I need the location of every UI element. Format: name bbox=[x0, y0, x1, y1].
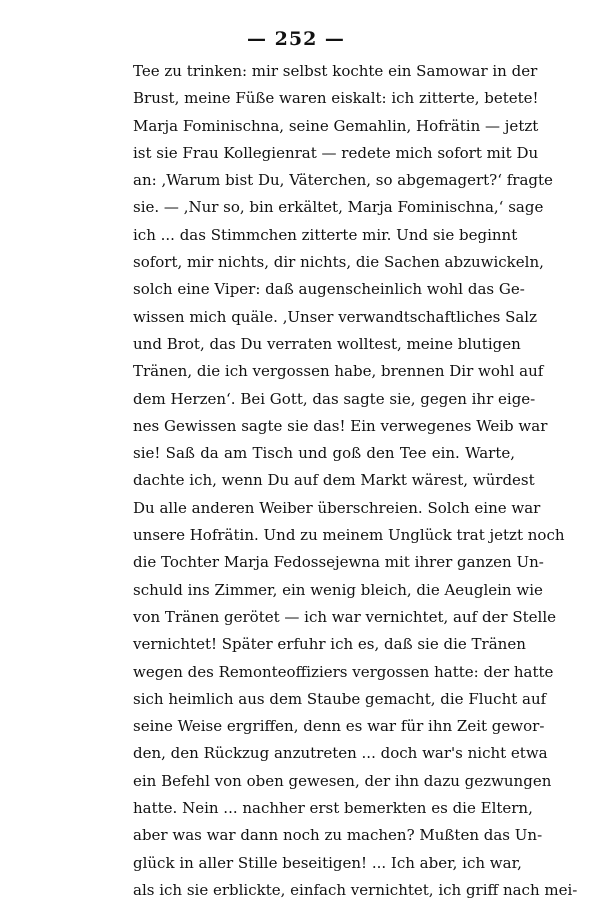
text-line: Marja Fominischna, seine Gemahlin, Hofrätin — jetzt bbox=[133, 116, 539, 135]
text-line: nes Gewissen sagte sie das! Ein verwegenes Weib war bbox=[133, 416, 548, 435]
text-line: wegen des Remonteoffiziers vergossen hatte: der hatte bbox=[133, 662, 554, 681]
text-line: glück in aller Stille beseitigen! ... Ich aber, ich war, bbox=[133, 853, 522, 872]
text-line: von Tränen gerötet — ich war vernichtet, auf der Stelle bbox=[133, 607, 557, 626]
text-line: unsere Hofrätin. Und zu meinem Unglück trat jetzt noch bbox=[133, 526, 565, 545]
text-line: als ich sie erblickte, einfach vernichtet, ich griff nach mei- bbox=[133, 880, 578, 899]
text-line: seine Weise ergriffen, denn es war für ihn Zeit gewor- bbox=[133, 717, 545, 736]
text-line: ist sie Frau Kollegienrat — redete mich sofort mit Du bbox=[133, 143, 539, 162]
text-line: solch eine Viper: daß augenscheinlich wohl das Ge- bbox=[133, 280, 525, 299]
text-line: wissen mich quäle. ‚Unser verwandtschaftliches Salz bbox=[133, 307, 537, 326]
text-line: sich heimlich aus dem Staube gemacht, die Flucht auf bbox=[133, 689, 547, 708]
text-line: dem Herzen‘. Bei Gott, das sagte sie, gegen ihr eige- bbox=[133, 389, 536, 408]
text-line: sofort, mir nichts, dir nichts, die Sachen abzuwickeln, bbox=[133, 253, 544, 272]
body-text bbox=[133, 58, 578, 904]
text-line: Brust, meine Füße waren eiskalt: ich zitterte, betete! bbox=[133, 89, 539, 108]
text-line: und Brot, das Du verraten wolltest, meine blutigen bbox=[133, 334, 521, 353]
text-line: ich ... das Stimmchen zitterte mir. Und sie beginnt bbox=[133, 225, 518, 244]
text-line: ein Befehl von oben gewesen, der ihn dazu gezwungen bbox=[133, 771, 552, 790]
text-line: den, den Rückzug anzutreten ... doch war's nicht etwa bbox=[133, 744, 548, 763]
text-line: aber was war dann noch zu machen? Mußten das Un- bbox=[133, 826, 543, 845]
text-line: Du alle anderen Weiber überschreien. Solch eine war bbox=[133, 498, 541, 517]
text-line: die Tochter Marja Fedossejewna mit ihrer ganzen Un- bbox=[133, 553, 544, 572]
page-number: — 252 — bbox=[247, 28, 345, 50]
text-line: Tränen, die ich vergossen habe, brennen Dir wohl auf bbox=[133, 362, 544, 381]
text-line: sie. — ‚Nur so, bin erkältet, Marja Fominischna,‘ sage bbox=[133, 198, 544, 217]
text-line: schuld ins Zimmer, ein wenig bleich, die Aeuglein wie bbox=[133, 580, 543, 599]
text-line: hatte. Nein ... nachher erst bemerkten es die Eltern, bbox=[133, 799, 533, 818]
text-line: dachte ich, wenn Du auf dem Markt wärest, würdest bbox=[133, 471, 535, 490]
text-line: sie! Saß da am Tisch und goß den Tee ein. Warte, bbox=[133, 444, 515, 463]
page-header bbox=[0, 28, 592, 50]
text-line: an: ‚Warum bist Du, Väterchen, so abgemagert?‘ fragte bbox=[133, 171, 553, 190]
text-line: vernichtet! Später erfuhr ich es, daß sie die Tränen bbox=[133, 635, 526, 654]
text-line: Tee zu trinken: mir selbst kochte ein Samowar in der bbox=[133, 62, 538, 80]
